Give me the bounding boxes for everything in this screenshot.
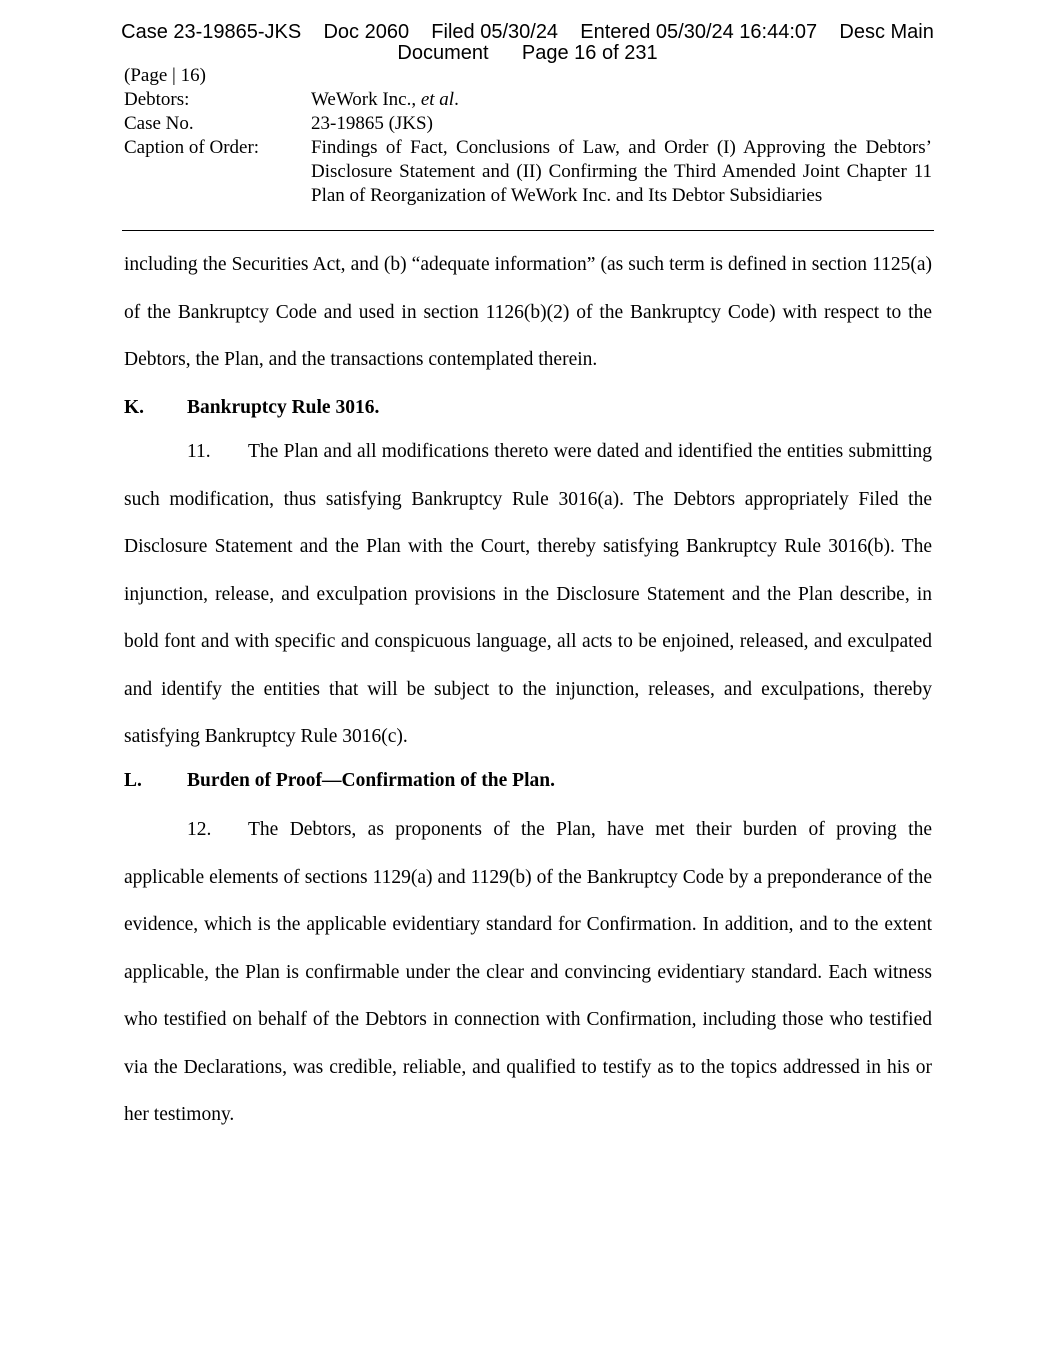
paragraph-11 [124,428,932,761]
court-filing-stamp-line1: Case 23-19865-JKS Doc 2060 Filed 05/30/24 Entered 05/30/24 16:44:07 Desc Main [121,21,934,43]
debtors-value [311,88,932,112]
section-letter-l: L. [124,770,142,791]
section-title-l: Burden of Proof—Confirmation of the Plan. [187,770,555,791]
page-reference: (Page | 16) [124,65,206,86]
caption-divider [122,230,934,231]
debtors-et-al: et al [420,89,455,110]
debtors-suffix: . [454,89,459,110]
paragraph-12-text: The Debtors, as proponents of the Plan, have met their burden of proving the applicable elements of sections 1129(a) and 1129(b) of the Bankruptcy Code by a preponderance of the evidence, which is the applicable evidentiary standard for Confirmation. In addition, and to the extent applicable, the Plan is confirmable under the clear and convincing evidentiary standard. Each witness who testified on behalf of the Debtors in connection with Confirmation, including those who testified via the Declarations, was credible, reliable, and qualified to testify as to the topics addressed in his or her testimony. [124,819,932,1125]
section-title-k: Bankruptcy Rule 3016. [187,397,380,418]
case-number-label: Case No. [124,113,194,134]
paragraph-number-11: 11. [187,441,211,462]
court-filing-stamp-line2: Document Page 16 of 231 [397,42,658,64]
document-caption [124,64,932,208]
paragraph-continuation: including the Securities Act, and (b) “adequate information” (as such term is defined in section 1125(a) of the Bankruptcy Code and used in section 1126(b)(2) of the Bankruptcy Code) with respect to the Debtors, the Plan, and the transactions contemplated therein. [124,254,932,370]
case-number-row [124,112,932,136]
debtors-name: WeWork Inc., [311,89,421,110]
debtors-row [124,88,932,112]
section-heading-k [124,388,379,428]
caption-of-order-value: Findings of Fact, Conclusions of Law, and Order (I) Approving the Debtors’ Disclosure Statement and (II) Confirming the Third Amended Joint Chapter 11 Plan of Reorganization of WeWork Inc. and Its Debtor Subsidiaries [311,137,932,206]
case-number-value: 23-19865 (JKS) [311,113,433,134]
section-heading-l [124,761,555,801]
caption-of-order-label: Caption of Order: [124,137,260,158]
section-letter-k: K. [124,397,145,418]
debtors-label: Debtors: [124,89,190,110]
page-reference-row [124,64,932,88]
caption-of-order-row [124,136,932,208]
paragraph-number-12: 12. [187,819,212,840]
paragraph-11-text: The Plan and all modifications thereto were dated and identified the entities submitting such modification, thus satisfying Bankruptcy Rule 3016(a). The Debtors appropriately Filed the Disclosure Statement and the Plan with the Court, thereby satisfying Bankruptcy Rule 3016(b). The injunction, release, and exculpation provisions in the Disclosure Statement and the Plan describe, in bold font and with specific and conspicuous language, all acts to be enjoined, released, and exculpated and identify the entities that will be subject to the injunction, releases, and exculpations, thereby satisfying Bankruptcy Rule 3016(c). [124,441,932,747]
paragraph-12 [124,806,932,1139]
